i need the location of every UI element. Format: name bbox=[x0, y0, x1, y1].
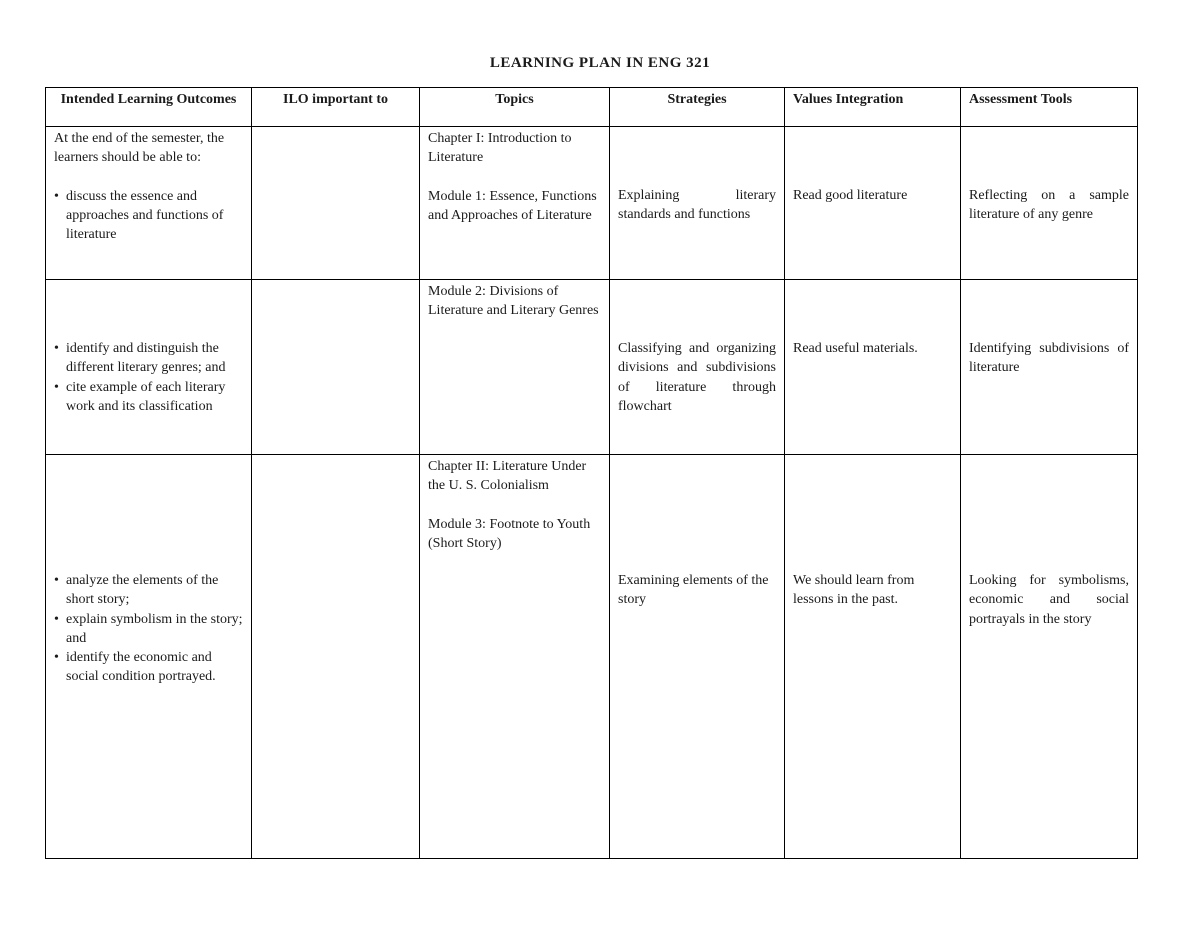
assessment-text: Reflecting on a sample literature of any genre bbox=[969, 188, 1129, 223]
table-row bbox=[46, 127, 1138, 280]
strategy-text: Explaining literary standards and functions bbox=[618, 188, 776, 223]
header-strategies: Strategies bbox=[610, 88, 785, 127]
ilo-intro: At the end of the semester, the learners should be able to: bbox=[54, 131, 225, 166]
header-row bbox=[46, 88, 1138, 127]
ilo-list bbox=[54, 339, 243, 416]
topics-cell bbox=[420, 455, 610, 859]
values-text: Read good literature bbox=[793, 188, 908, 203]
topic-chapter: Chapter II: Literature Under the U. S. Colonialism bbox=[428, 459, 587, 494]
topics-cell bbox=[420, 127, 610, 280]
values-cell bbox=[785, 127, 961, 280]
assessment-cell bbox=[961, 280, 1138, 455]
topic-module: Module 2: Divisions of Literature and Literary Genres bbox=[428, 284, 599, 319]
ilo-item: • identify and distinguish the different literary genres; and bbox=[66, 339, 243, 378]
header-topics: Topics bbox=[420, 88, 610, 127]
values-text: We should learn from lessons in the past. bbox=[793, 573, 915, 608]
ilo-cell bbox=[46, 280, 252, 455]
table-row bbox=[46, 280, 1138, 455]
ilo-item: • explain symbolism in the story; and bbox=[66, 610, 243, 649]
learning-plan-table bbox=[45, 87, 1138, 859]
strategies-cell bbox=[610, 455, 785, 859]
values-cell bbox=[785, 455, 961, 859]
assessment-cell bbox=[961, 127, 1138, 280]
ilo-important-cell bbox=[252, 280, 420, 455]
header-assessment: Assessment Tools bbox=[961, 88, 1138, 127]
topic-module: Module 1: Essence, Functions and Approaches of Literature bbox=[428, 188, 597, 223]
strategy-text: Examining elements of the story bbox=[618, 573, 769, 608]
ilo-item: • cite example of each literary work and its classification bbox=[66, 378, 243, 417]
ilo-important-cell bbox=[252, 455, 420, 859]
ilo-cell bbox=[46, 455, 252, 859]
strategy-text: Classifying and organizing divisions and subdivisions of literature through flowchart bbox=[618, 341, 776, 414]
ilo-item: • discuss the essence and approaches and functions of literature bbox=[66, 187, 243, 245]
assessment-text: Looking for symbolisms, economic and social portrayals in the story bbox=[969, 573, 1129, 627]
header-values: Values Integration bbox=[785, 88, 961, 127]
ilo-list bbox=[54, 187, 243, 245]
ilo-item: • analyze the elements of the short story; bbox=[66, 571, 243, 610]
values-text: Read useful materials. bbox=[793, 341, 918, 356]
topic-chapter: Chapter I: Introduction to Literature bbox=[428, 131, 572, 166]
values-cell bbox=[785, 280, 961, 455]
header-ilo-important: ILO important to bbox=[252, 88, 420, 127]
ilo-cell bbox=[46, 127, 252, 280]
topics-cell bbox=[420, 280, 610, 455]
header-ilo: Intended Learning Outcomes bbox=[46, 88, 252, 127]
page-title: LEARNING PLAN IN ENG 321 bbox=[489, 55, 711, 71]
assessment-cell bbox=[961, 455, 1138, 859]
table-row bbox=[46, 455, 1138, 859]
ilo-list bbox=[54, 571, 243, 687]
strategies-cell bbox=[610, 127, 785, 280]
assessment-text: Identifying subdivisions of literature bbox=[969, 341, 1129, 376]
strategies-cell bbox=[610, 280, 785, 455]
ilo-item: • identify the economic and social condition portrayed. bbox=[66, 648, 243, 687]
topic-module: Module 3: Footnote to Youth (Short Story) bbox=[428, 516, 591, 551]
ilo-important-cell bbox=[252, 127, 420, 280]
